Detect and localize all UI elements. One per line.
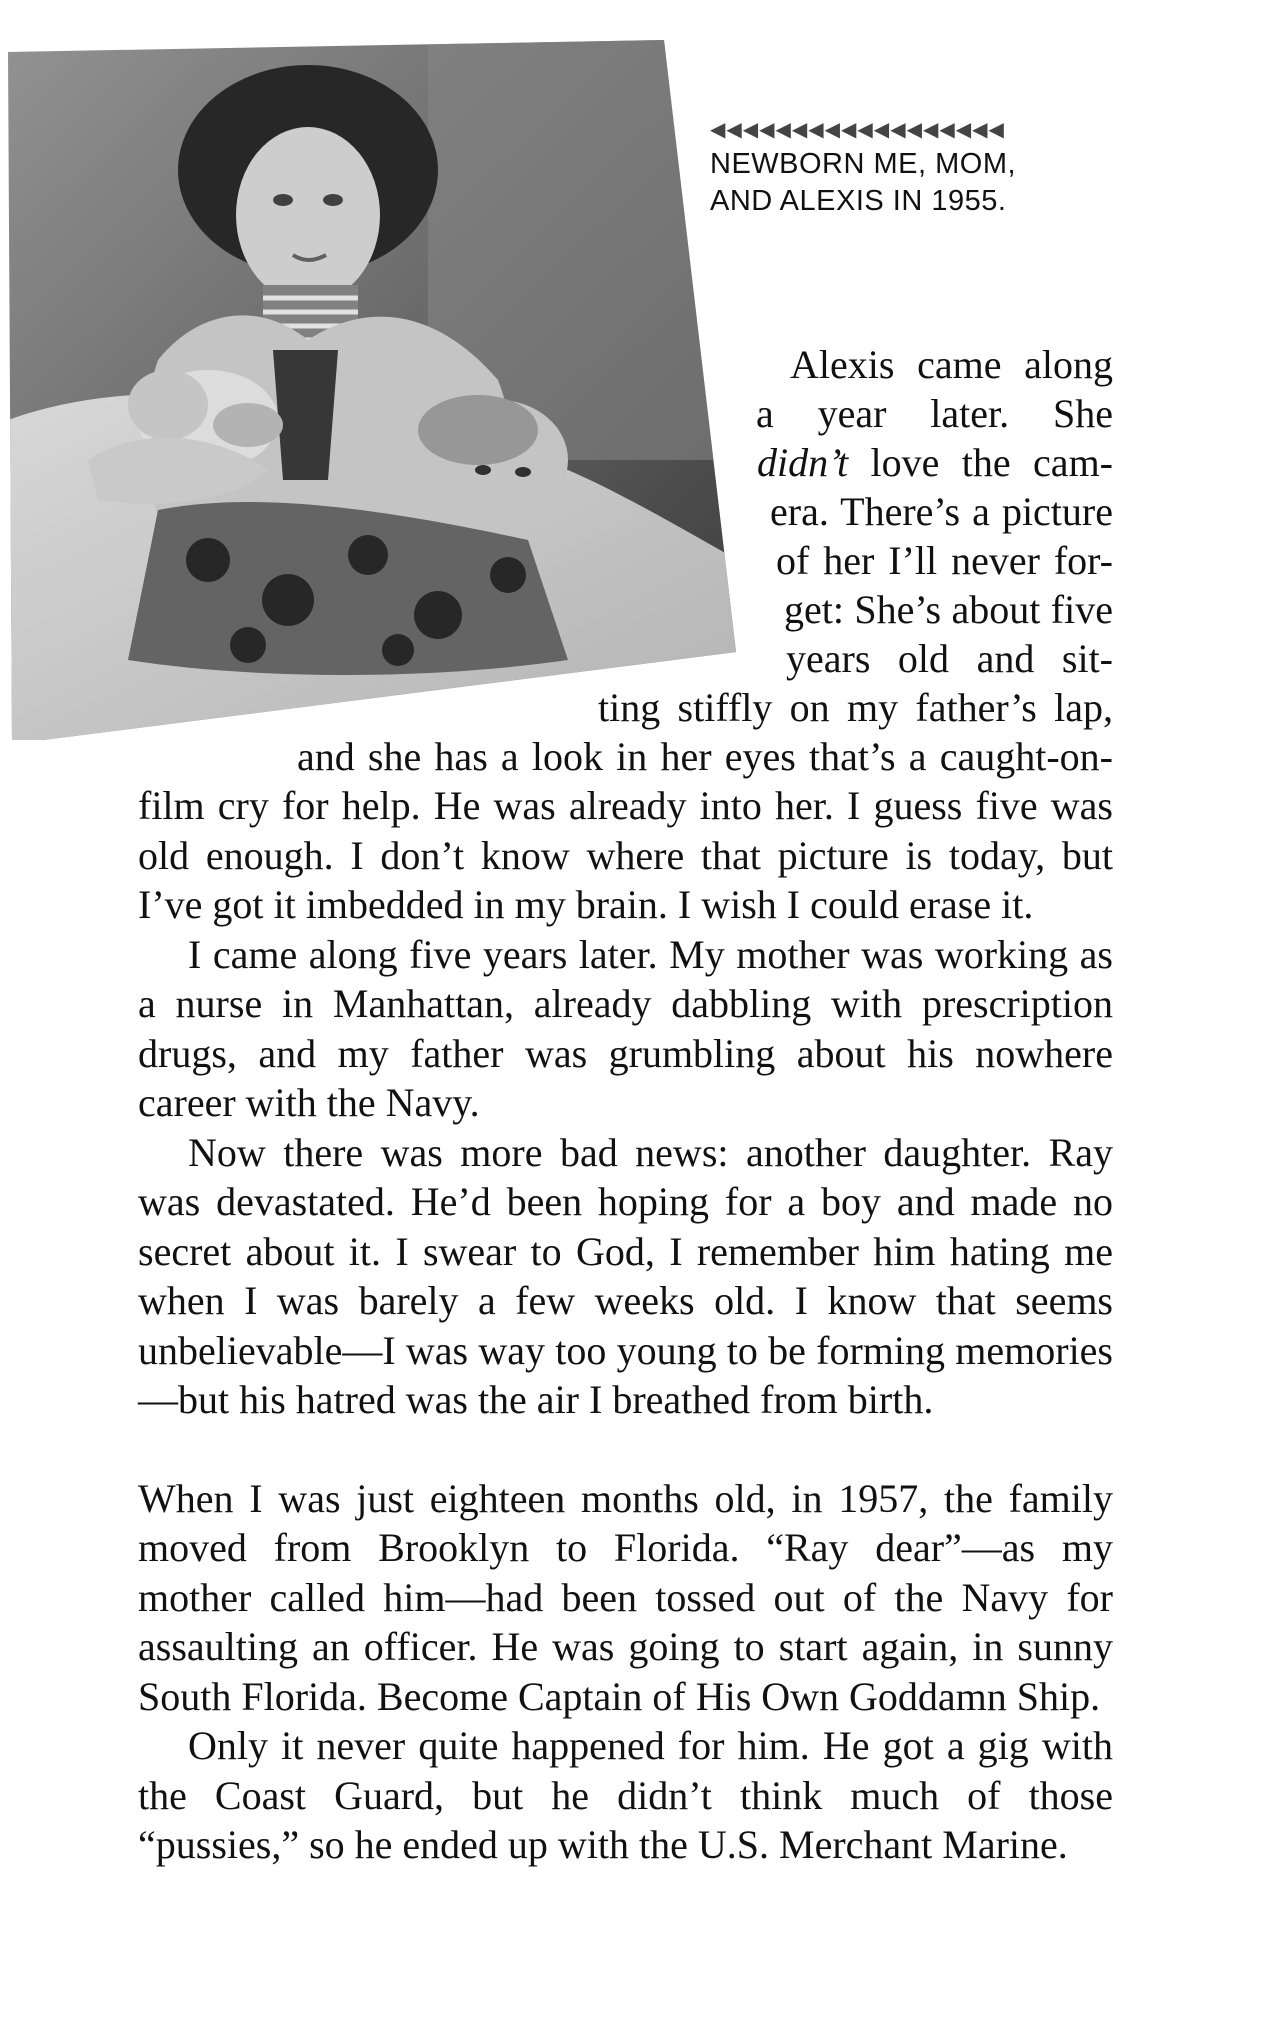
paragraph-1: film cry for help. He was already into her. I guess five was old enough. I don’t know where that picture is today, but I’ve got it imbedded in my brain. I wish I could erase it.	[138, 783, 1113, 927]
wrap-line-7: years old and sit-	[786, 636, 1113, 681]
wrap-line-3-text: love the cam-	[870, 440, 1113, 485]
caption-line-1: NEWBORN ME, MOM,	[710, 148, 1017, 180]
caption-line-2: AND ALEXIS IN 1955.	[710, 185, 1007, 217]
wrap-line-6: get: She’s about five	[784, 587, 1113, 632]
wrap-line-8: ting stiffly on my father’s lap,	[598, 685, 1113, 730]
family-photo	[8, 40, 738, 740]
emphasis-didnt: didn’t	[757, 440, 849, 485]
wrap-line-2: a year later. She	[756, 391, 1113, 436]
wrap-line-3	[757, 438, 1113, 487]
paragraph-3: Now there was more bad news: another daughter. Ray was devastated. He’d been hoping for a boy and made no secret about it. I swear to God, I remember him hating me when I was barely a few weeks old. I know that seems unbelievable—I was way too young to be forming memories—but his hatred was the air I breathed from birth.	[138, 1129, 1113, 1422]
wrap-line-1: Alexis came along	[790, 342, 1113, 387]
photo-image	[8, 40, 738, 740]
wrap-line-9: and she has a look in her eyes that’s a caught-on-	[297, 734, 1113, 779]
photo-caption	[710, 118, 1130, 220]
paragraph-5: Only it never quite happened for him. He got a gig with the Coast Guard, but he didn’t think much of those “pussies,” so he ended up with the U.S. Merchant Marine.	[138, 1723, 1113, 1867]
wrap-line-4: era. There’s a picture	[770, 489, 1113, 534]
body-text	[138, 781, 1113, 1870]
ornament-arrows: ◀◀◀◀◀◀◀◀◀◀◀◀◀◀◀◀◀◀	[710, 117, 1005, 141]
paragraph-4: When I was just eighteen months old, in 1957, the family moved from Brooklyn to Florida. “Ray dear”—as my mother called him—had been tossed out of the Navy for assaulting an officer. He was going to start again, in sunny South Florida. Become Captain of His Own Goddamn Ship.	[138, 1475, 1113, 1719]
paragraph-2: I came along five years later. My mother was working as a nurse in Manhattan, already dabbling with prescription drugs, and my father was grumbling about his nowhere career with the Navy.	[138, 931, 1113, 1125]
wrap-line-5: of her I’ll never for-	[776, 538, 1113, 583]
